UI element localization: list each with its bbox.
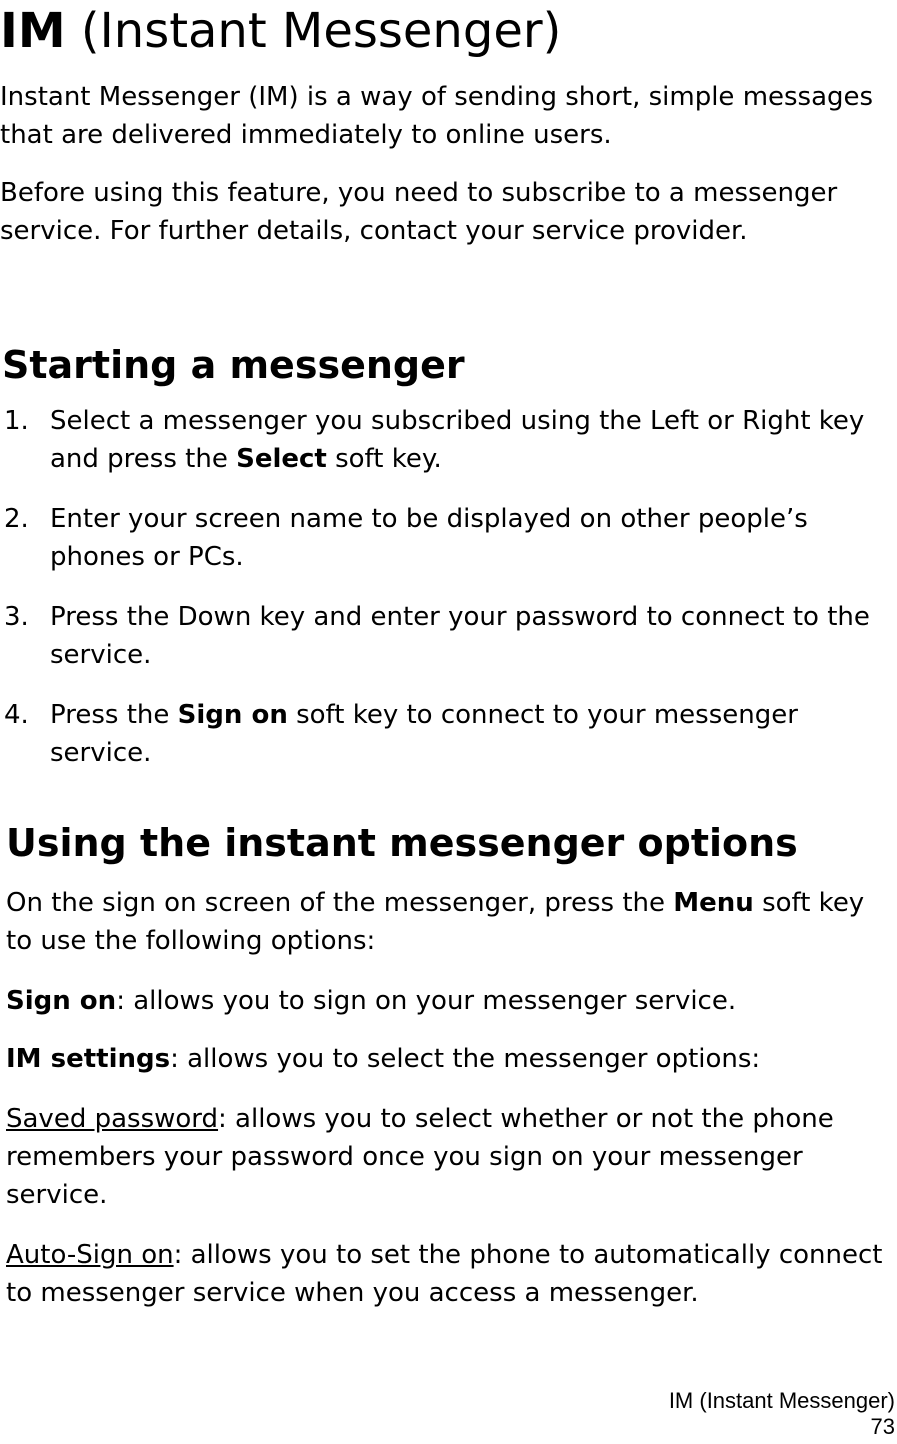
suboption-term: Saved password: [6, 1104, 219, 1134]
step-text: Select a messenger you subscribed using the Left or Right key and press the: [50, 406, 865, 474]
page-number: 73: [870, 1414, 895, 1439]
options-intro-text: On the sign on screen of the messenger, press the: [6, 888, 674, 918]
list-item: [0, 696, 890, 772]
option-term: Sign on: [6, 986, 117, 1016]
option-im-settings: [6, 1040, 886, 1078]
suboption-desc: : allows you to set the phone to automatically connect to messenger service when you access a messenger.: [6, 1240, 883, 1308]
list-item: [0, 598, 890, 674]
page-footer: [669, 1388, 895, 1440]
step-bold-term: Sign on: [177, 700, 288, 730]
section-heading-options: Using the instant messenger options: [6, 821, 798, 865]
step-number: 1.: [4, 406, 29, 436]
list-item: [0, 500, 890, 576]
section-heading-starting: Starting a messenger: [2, 343, 465, 387]
steps-list: [0, 402, 890, 794]
list-item: [0, 402, 890, 478]
intro-paragraph: Instant Messenger (IM) is a way of sending short, simple messages that are delivered immediately to online users.: [0, 82, 874, 150]
suboption-saved-password: [6, 1100, 886, 1214]
page-title-bold: IM: [0, 3, 66, 59]
option-sign-on: [6, 982, 886, 1020]
step-text-after: soft key to connect to your messenger service.: [50, 700, 798, 768]
page-title-rest: (Instant Messenger): [65, 3, 562, 59]
step-text: Enter your screen name to be displayed on other people’s phones or PCs.: [50, 504, 808, 572]
option-term: IM settings: [6, 1044, 171, 1074]
footer-section-title: IM (Instant Messenger): [668, 1388, 895, 1413]
option-desc: : allows you to sign on your messenger service.: [116, 986, 737, 1016]
step-text: Press the Down key and enter your password to connect to the service.: [50, 602, 870, 670]
subscription-paragraph: Before using this feature, you need to subscribe to a messenger service. For further details, contact your service provider.: [0, 178, 838, 246]
step-number: 4.: [4, 700, 29, 730]
menu-term: Menu: [673, 888, 754, 918]
step-number: 3.: [4, 602, 29, 632]
options-intro: [6, 884, 886, 960]
suboption-term: Auto-Sign on: [6, 1240, 174, 1270]
step-text: Press the: [50, 700, 178, 730]
page-title: [0, 2, 561, 60]
step-number: 2.: [4, 504, 29, 534]
step-text-after: soft key.: [326, 444, 442, 474]
option-desc: : allows you to select the messenger options:: [170, 1044, 761, 1074]
suboption-desc: : allows you to select whether or not the phone remembers your password once you sign on your messenger service.: [6, 1104, 834, 1210]
options-intro-text-after: soft key to use the following options:: [6, 888, 865, 956]
suboption-auto-sign-on: [6, 1236, 886, 1312]
step-bold-term: Select: [236, 444, 327, 474]
